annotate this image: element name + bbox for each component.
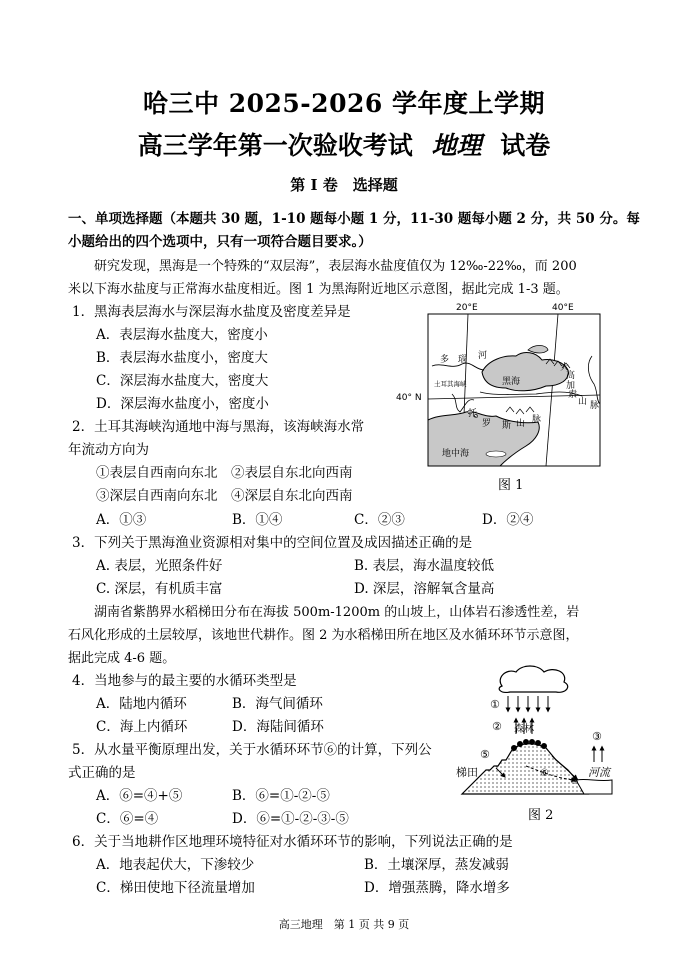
caucasus-label-6: 脉 (590, 401, 600, 411)
q2-option-a[interactable]: A．①③ (96, 512, 147, 528)
figure2-water-cycle (456, 662, 616, 800)
q4-option-c[interactable]: C．海上内循环 (96, 719, 188, 735)
precipitation-arrows (508, 696, 548, 710)
title-subject: 地理 (431, 131, 482, 160)
passage2-line3: 据此完成 4-6 题。 (68, 651, 176, 666)
page-footer: 高三地理 第 1 页 共 9 页 (278, 918, 410, 931)
q5-option-b[interactable]: B．⑥=①-②-⑤ (232, 788, 330, 804)
q4-option-a[interactable]: A．陆地内循环 (96, 696, 187, 712)
q5-option-c[interactable]: C．⑥=④ (96, 811, 159, 827)
q5-stem-line1: 5．从水量平衡原理出发，关于水循环环节⑥的计算，下列公 (72, 742, 432, 758)
figure2-caption: 图 2 (528, 808, 554, 823)
lat-40n-label: 40° N (396, 393, 422, 403)
taurus-label-2: 罗 (482, 419, 492, 429)
danube-label-1: 多 (440, 355, 450, 365)
label-n3: ③ (592, 730, 602, 743)
taurus-label-5: 脉 (532, 415, 542, 425)
q4-stem: 4．当地参与的最主要的水循环类型是 (72, 673, 297, 689)
cloud-shape (499, 666, 568, 692)
label-n5: ⑤ (480, 748, 490, 761)
q1-option-d[interactable]: D．深层海水盐度小，密度小 (96, 396, 269, 412)
danube-label-2: 瑙 (458, 355, 468, 365)
title-suffix: 试卷 (500, 131, 551, 160)
q1-option-c[interactable]: C．深层海水盐度大，密度大 (96, 373, 269, 389)
q3-stem: 3．下列关于黑海渔业资源相对集中的空间位置及成因描述正确的是 (72, 535, 473, 551)
mediterranean-label: 地中海 (442, 449, 470, 459)
taurus-label-1: 托 (468, 409, 478, 419)
q3-option-c[interactable]: C. 深层，有机质丰富 (96, 581, 223, 597)
q6-option-b[interactable]: B．土壤深厚，蒸发减弱 (364, 857, 509, 873)
q3-option-a[interactable]: A. 表层，光照条件好 (96, 558, 223, 574)
label-n4: ④ (570, 776, 579, 787)
q5-stem-line2: 式正确的是 (68, 765, 136, 781)
q6-option-a[interactable]: A．地表起伏大，下渗较少 (96, 857, 255, 873)
q6-option-d[interactable]: D．增强蒸腾，降水增多 (364, 880, 510, 896)
q2-stem-line2: 年流动方向为 (68, 442, 149, 458)
q1-stem: 1．黑海表层海水与深层海水盐度及密度差异是 (72, 304, 351, 320)
q4-option-d[interactable]: D．海陆间循环 (232, 719, 324, 735)
caucasus-label-5: 山 (578, 397, 588, 407)
terrace-label: 梯田 (456, 766, 478, 779)
title-prefix: 高三学年第一次验收考试 (137, 131, 413, 160)
exam-title-line2 (0, 126, 688, 162)
caucasus-label-4: 索 (568, 390, 578, 400)
part1-heading-line1: 一、单项选择题（本题共 30 题，1-10 题每小题 1 分，11-30 题每小题 2 分，共 50 分。每 (68, 211, 640, 227)
label-n1: ① (490, 698, 500, 711)
caucasus-label-2: 高 (566, 371, 576, 381)
q2-stem-line1: 2．土耳其海峡沟通地中海与黑海，该海峡海水常 (72, 419, 365, 435)
crete-island (486, 451, 506, 457)
q3-option-b[interactable]: B. 表层，海水温度较低 (354, 558, 495, 574)
q1-option-a[interactable]: A．表层海水盐度大，密度小 (96, 327, 268, 343)
section-title: 第 I 卷 选择题 (290, 176, 398, 194)
q1-option-b[interactable]: B．表层海水盐度小，密度大 (96, 350, 268, 366)
strait-label: 土耳其海峡 (434, 380, 467, 388)
black-sea-label: 黑海 (502, 377, 521, 387)
q3-option-d[interactable]: D. 深层，溶解氧含量高 (354, 581, 495, 597)
q2-choices-line2: ③深层自西南向东北 ④深层自东北向西南 (96, 488, 353, 504)
passage1-line2: 米以下海水盐度与正常海水盐度相近。图 1 为黑海附近地区示意图，据此完成 1-3 题。 (68, 282, 569, 297)
taurus-label-4: 山 (516, 419, 526, 429)
passage2-line2: 石风化形成的土层较厚，该地世代耕作。图 2 为水稻梯田所在地区及水循环环节示意图， (68, 628, 579, 643)
lon-40e-label: 40°E (552, 303, 574, 313)
q2-option-c[interactable]: C．②③ (354, 512, 405, 528)
taurus-label-3: 斯 (502, 421, 512, 431)
figure1-map (396, 300, 604, 470)
q6-stem: 6．关于当地耕作区地理环境特征对水循环环节的影响，下列说法正确的是 (72, 834, 513, 850)
evaporation-arrows (594, 748, 602, 762)
river-label: 河流 (588, 766, 610, 779)
danube-label-3: 河 (478, 351, 488, 361)
part1-heading-line2: 小题给出的四个选项中，只有一项符合题目要求。） (68, 234, 372, 250)
forest-label: 森林 (514, 724, 534, 735)
figure1-caption: 图 1 (498, 478, 524, 493)
lon-20e-label: 20°E (456, 303, 478, 313)
q4-option-b[interactable]: B．海气间循环 (232, 696, 323, 712)
caucasus-label-3: 加 (566, 381, 576, 391)
passage1-line1: 研究发现，黑海是一个特殊的“双层海”，表层海水盐度值仅为 12‰-22‰，而 200 (94, 259, 577, 274)
passage2-line1: 湖南省紫鹊界水稻梯田分布在海拔 500m-1200m 的山坡上，山体岩石渗透性差，岩 (94, 605, 580, 620)
q6-option-c[interactable]: C．梯田使地下径流量增加 (96, 880, 255, 896)
exam-title-line1: 哈三中 2025-2026 学年度上学期 (143, 89, 545, 118)
q5-option-a[interactable]: A．⑥=④+⑤ (96, 788, 183, 804)
q2-option-b[interactable]: B．①④ (232, 512, 283, 528)
label-n6: ⑥ (540, 768, 549, 779)
label-n2: ② (492, 720, 502, 733)
caucasus-label-1: 大 (560, 363, 570, 373)
q5-option-d[interactable]: D．⑥=①-②-③-⑤ (232, 811, 349, 827)
q2-choices-line1: ①表层自西南向东北 ②表层自东北向西南 (96, 465, 353, 481)
q2-option-d[interactable]: D．②④ (482, 512, 534, 528)
